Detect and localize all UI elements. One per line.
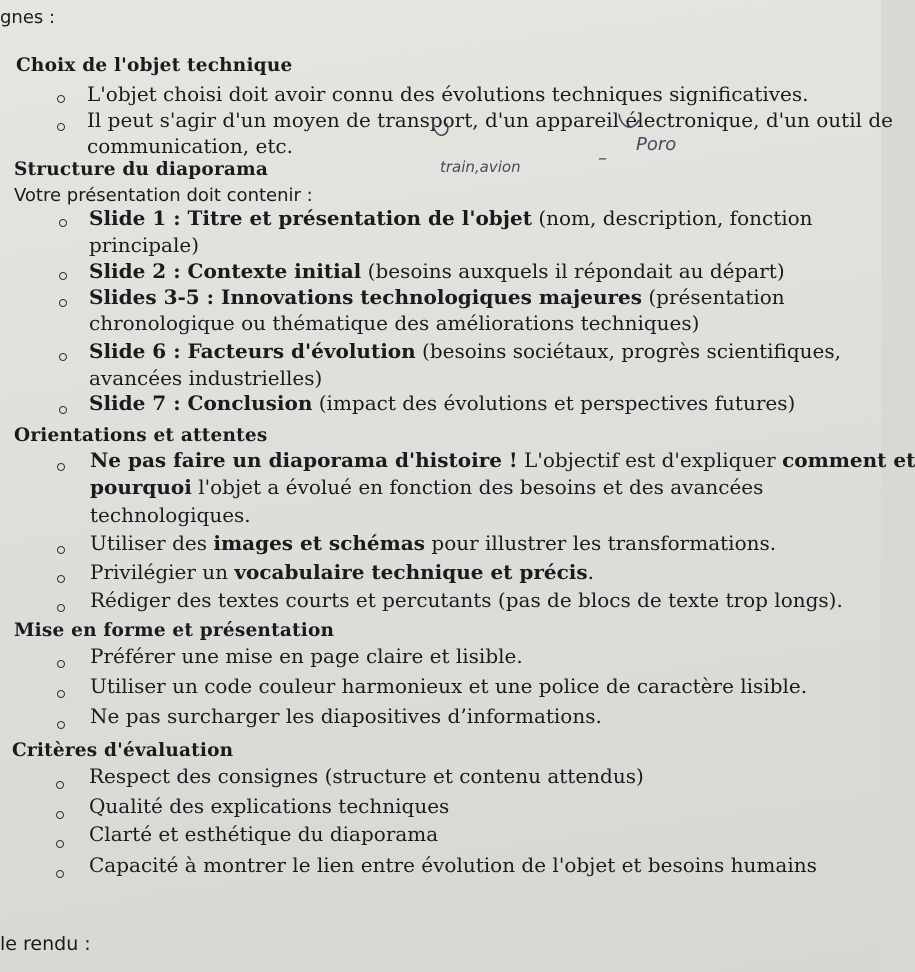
handwritten-mark	[427, 115, 457, 151]
list-item: Utiliser un code couleur harmonieux et une police de caractère lisible.	[90, 674, 808, 698]
list-item: Clarté et esthétique du diaporama	[89, 822, 439, 846]
section-title-choice: Choix de l'objet technique	[16, 55, 293, 76]
list-item: Slide 2 : Contexte initial (besoins auxquels il répondait au départ)	[89, 259, 785, 283]
bullet-icon	[57, 690, 65, 698]
bullet-icon	[56, 811, 64, 819]
list-item: Ne pas surcharger les diapositives d’informations.	[90, 704, 602, 728]
bullet-icon	[57, 721, 65, 729]
list-item: Capacité à montrer le lien entre évolution de l'objet et besoins humains	[89, 853, 817, 877]
list-item: Slide 6 : Facteurs d'évolution (besoins sociétaux, progrès scientifiques,	[89, 339, 841, 363]
list-item: Qualité des explications techniques	[89, 794, 450, 818]
bullet-icon	[59, 219, 67, 227]
list-item: Utiliser des images et schémas pour illustrer les transformations.	[90, 531, 777, 555]
list-item: L'objet choisi doit avoir connu des évolutions techniques significatives.	[87, 82, 809, 106]
bullet-icon	[57, 575, 65, 583]
handwritten-dash: –	[598, 148, 607, 169]
list-item: Respect des consignes (structure et contenu attendus)	[89, 764, 644, 788]
bullet-icon	[59, 406, 67, 414]
section-title-criteria: Critères d'évaluation	[12, 740, 234, 761]
bullet-icon	[59, 299, 67, 307]
list-item: Slide 7 : Conclusion (impact des évolutions et perspectives futures)	[89, 391, 796, 415]
section-title-layout: Mise en forme et présentation	[14, 620, 335, 641]
bottom-fragment: le rendu :	[0, 933, 91, 955]
list-item-continuation: technologiques.	[90, 503, 251, 527]
list-item: Slide 1 : Titre et présentation de l'objet (nom, description, fonction	[89, 206, 813, 230]
bullet-icon	[57, 546, 65, 554]
bullet-icon	[57, 95, 65, 103]
section-title-orientations: Orientations et attentes	[14, 425, 268, 446]
list-item-continuation: chronologique ou thématique des améliorations techniques)	[89, 311, 700, 335]
list-item: Rédiger des textes courts et percutants (pas de blocs de texte trop longs).	[90, 588, 843, 612]
list-item: Préférer une mise en page claire et lisible.	[90, 644, 523, 668]
bullet-icon	[56, 781, 64, 789]
bullet-icon	[57, 123, 65, 131]
bullet-icon	[59, 272, 67, 280]
bullet-icon	[56, 870, 64, 878]
bullet-icon	[59, 353, 67, 361]
structure-intro: Votre présentation doit contenir :	[14, 185, 313, 206]
list-item-continuation: avancées industrielles)	[89, 366, 323, 390]
handwritten-note: Poro	[636, 134, 677, 155]
list-item-continuation: pourquoi l'objet a évolué en fonction des besoins et des avancées	[90, 475, 764, 499]
handwritten-note: train,avion	[440, 158, 521, 176]
section-title-structure: Structure du diaporama	[14, 159, 269, 180]
list-item: Privilégier un vocabulaire technique et précis.	[90, 560, 595, 584]
list-item: Ne pas faire un diaporama d'histoire ! L'objectif est d'expliquer comment et	[90, 448, 915, 472]
list-item: Il peut s'agir d'un moyen de transport, d'un appareil électronique, d'un outil de	[87, 108, 893, 132]
top-fragment: gnes :	[0, 7, 56, 28]
bullet-icon	[57, 660, 65, 668]
list-item-continuation: communication, etc.	[87, 134, 293, 158]
list-item-continuation: principale)	[89, 233, 199, 257]
bullet-icon	[57, 604, 65, 612]
bullet-icon	[56, 840, 64, 848]
list-item: Slides 3-5 : Innovations technologiques majeures (présentation	[89, 285, 785, 309]
bullet-icon	[57, 463, 65, 471]
